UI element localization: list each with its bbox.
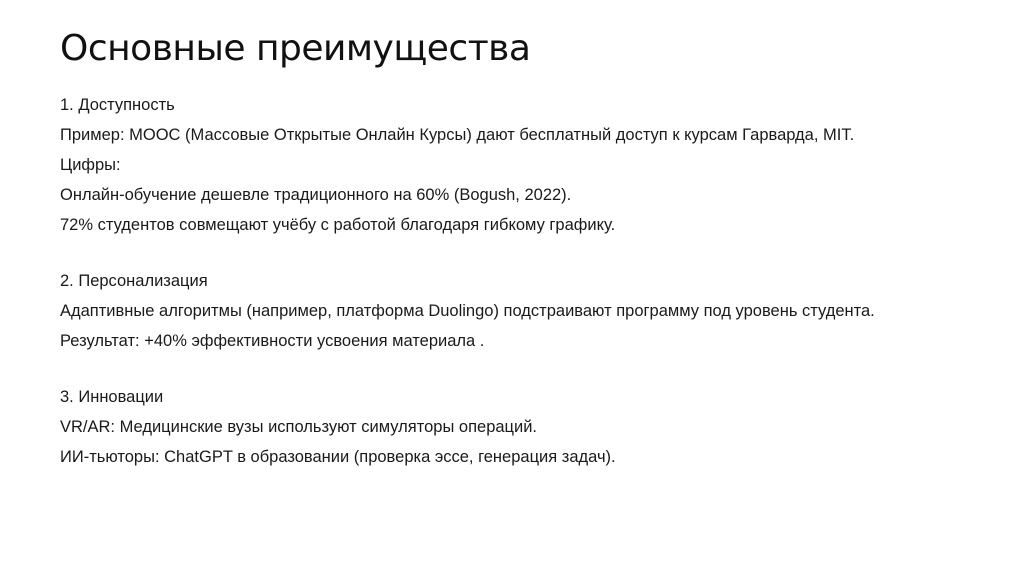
section-accessibility	[60, 96, 940, 235]
spacer	[60, 246, 940, 272]
section-line: VR/AR: Медицинские вузы используют симуляторы операций.	[60, 418, 538, 436]
section-line: Пример: MOOC (Массовые Открытые Онлайн Курсы) дают бесплатный доступ к курсам Гарварда, MIT.	[60, 126, 855, 144]
section-personalization	[60, 272, 940, 351]
section-line: Результат: +40% эффективности усвоения материала .	[60, 332, 485, 350]
section-line: Онлайн-обучение дешевле традиционного на 60% (Bogush, 2022).	[60, 186, 572, 204]
spacer	[60, 362, 940, 388]
slide-title: Основные преимущества	[60, 28, 531, 69]
section-heading: 2. Персонализация	[60, 272, 208, 290]
section-line: ИИ-тьюторы: ChatGPT в образовании (проверка эссе, генерация задач).	[60, 448, 616, 466]
section-line: Адаптивные алгоритмы (например, платформа Duolingo) подстраивают программу под уровень студента.	[60, 302, 875, 320]
section-line: 72% студентов совмещают учёбу с работой благодаря гибкому графику.	[60, 216, 616, 234]
section-innovations	[60, 388, 940, 467]
section-heading: 1. Доступность	[60, 96, 175, 114]
slide-content	[60, 96, 940, 478]
section-heading: 3. Инновации	[60, 388, 164, 406]
section-line: Цифры:	[60, 156, 121, 174]
